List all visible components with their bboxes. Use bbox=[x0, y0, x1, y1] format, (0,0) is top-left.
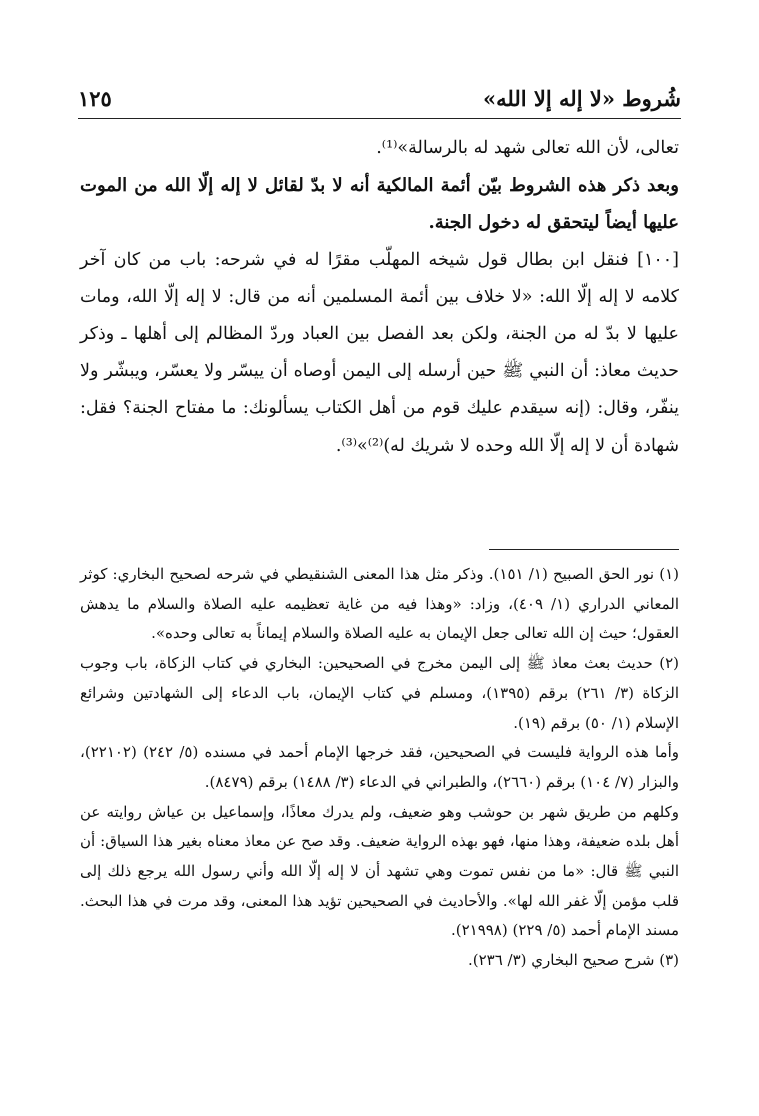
main-text bbox=[80, 130, 679, 465]
footnote-2-continuation: وأما هذه الرواية فليست في الصحيحين، فقد خرجها الإمام أحمد في مسنده (٥/ ٢٤٢) (٢٢١٠٢)، والبزار (٧/ ١٠٤) برقم (٢٦٦٠)، والطبراني في الدعاء (٣/ ١٤٨٨) برقم (٨٤٧٩). bbox=[80, 743, 680, 791]
footnote-3: (٣) شرح صحيح البخاري (٣/ ٢٣٦). bbox=[467, 951, 679, 970]
footnote-2-continuation-2: وكلهم من طريق شهر بن حوشب وهو ضعيف، ولم يدرك معاذًا، وإسماعيل بن عياش روايته عن أهل بلده ضعيفة، وهذا منها، فهو بهذه الرواية ضعيف. وقد صح عن معاذ معناه بغير هذا السياق: أن النبي ﷺ قال: «ما من نفس تموت وهي تشهد أن لا إله إلّا الله وأني رسول الله يرجع ذلك إلى قلب مؤمن إلّا غفر الله لها». والأحاديث في الصحيحين تؤيد هذا المعنى، وقد مرت في هذا البحث. مسند الإمام أحمد (٥/ ٢٢٩) (٢١٩٩٨). bbox=[80, 802, 679, 940]
page-number: ١٢٥ bbox=[78, 85, 112, 111]
page-header bbox=[78, 78, 681, 118]
footnote-rule bbox=[489, 549, 679, 550]
header-rule bbox=[78, 118, 681, 119]
paragraph-bold-statement: وبعد ذكر هذه الشروط بيّن أئمة المالكية أنه لا بدّ لقائل لا إله إلّا الله من الموت عليها أيضاً ليتحقق له دخول الجنة. bbox=[80, 175, 679, 234]
footnote-1: (١) نور الحق الصبيح (١/ ١٥١). وذكر مثل هذا المعنى الشنقيطي في شرحه لصحيح البخاري: كوثر المعاني الدراري (١/ ٤٠٩)، وزاد: «وهذا فيه من غاية تعظيمه عليه الصلاة والسلام ما يدهش العقول؛ حيث إن الله تعالى جعل الإيمان به عليه الصلاة والسلام إيماناً به تعالى وحده». bbox=[80, 565, 679, 643]
paragraph-continuation: تعالى، لأن الله تعالى شهد له بالرسالة»⁽¹⁾. bbox=[376, 138, 679, 158]
running-title: شُروط «لا إله إلا الله» bbox=[483, 85, 681, 111]
footnote-2: (٢) حديث بعث معاذ ﷺ إلى اليمن مخرج في الصحيحين: البخاري في كتاب الزكاة، باب وجوب الزكاة (٣/ ٢٦١) برقم (١٣٩٥)، ومسلم في كتاب الإيمان، باب الدعاء إلى الشهادتين وشرائع الإسلام (١/ ٥٠) برقم (١٩). bbox=[80, 654, 679, 732]
footnotes bbox=[80, 560, 679, 976]
paragraph-100: [١٠٠] فنقل ابن بطال قول شيخه المهلّب مقرًا له في شرحه: باب من كان آخر كلامه لا إله إلّا الله: «لا خلاف بين أئمة المسلمين أنه من قال: لا إله إلّا الله، ومات عليها لا بدّ له من الجنة، ولكن بعد الفصل بين العباد وردّ المظالم إلى أهلها ـ وذكر حديث معاذ: أن النبي ﷺ حين أرسله إلى اليمن أوصاه أن ييسّر ولا يعسّر، ويبشّر ولا ينفّر، وقال: (إنه سيقدم عليك قوم من أهل الكتاب يسألونك: ما مفتاح الجنة؟ فقل: شهادة أن لا إله إلّا الله وحده لا شريك له)⁽²⁾»⁽³⁾. bbox=[80, 249, 679, 456]
